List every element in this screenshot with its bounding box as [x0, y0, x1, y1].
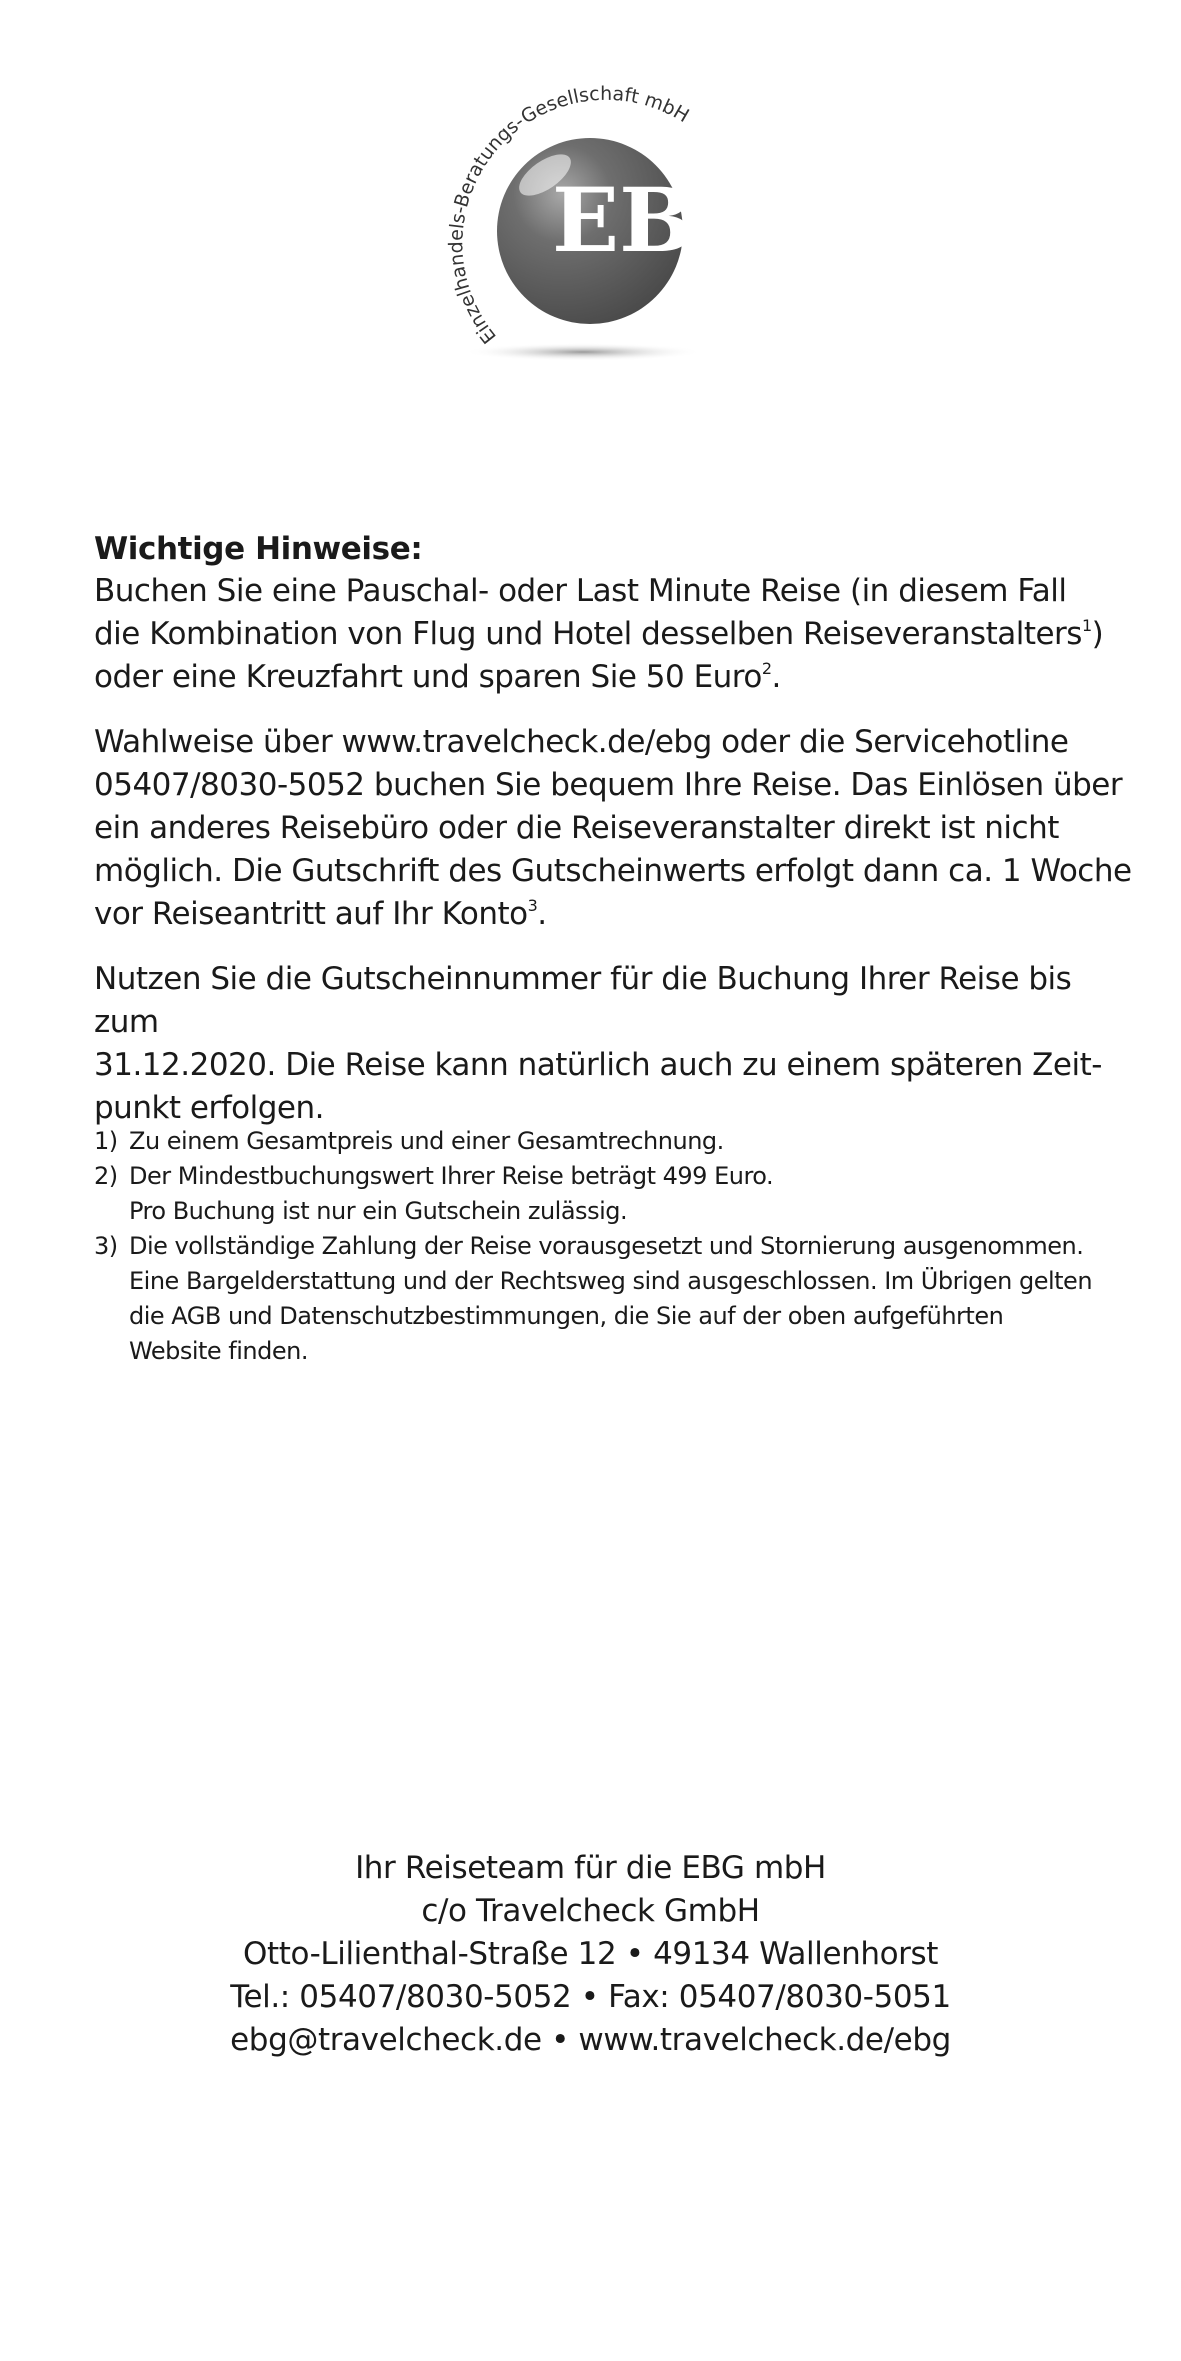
logo-ring-text: Einzelhandels-Beratungs-Gesellschaft mbH [445, 82, 693, 348]
contact-email-web: ebg@travelcheck.de • www.travelcheck.de/ebg [230, 2022, 951, 2058]
ebg-logo [440, 55, 780, 375]
footnote-item: 1) Zu einem Gesamtpreis und einer Gesamtrechnung. [94, 1124, 1134, 1159]
notice-paragraph-3: Nutzen Sie die Gutscheinnummer für die Buchung Ihrer Reise bis zum 31.12.2020. Die Reise kann natürlich auch zu einem späteren Zeit- punkt erfolgen. [94, 961, 1102, 1126]
footnote-ref-1: 1 [1081, 616, 1092, 635]
footnote-number: 3) [94, 1232, 118, 1260]
contact-block [0, 1847, 1181, 2062]
contact-company: c/o Travelcheck GmbH [421, 1893, 760, 1929]
footnote-number: 2) [94, 1162, 118, 1190]
notice-paragraph-2: Wahlweise über www.travelcheck.de/ebg oder die Servicehotline 05407/8030-5052 buchen Sie bequem Ihre Reise. Das Einlösen über ein anderes Reisebüro oder die Reiseveranstalter direkt ist nicht möglich. Die Gutschrift des Gutscheinwerts erfolgt dann ca. 1 Woche vor Reiseantritt auf Ihr Konto$^3$. [94, 724, 1132, 932]
contact-address: Otto-Lilienthal-Straße 12 • 49134 Wallenhorst [242, 1936, 939, 1972]
contact-phone-fax: Tel.: 05407/8030-5052 • Fax: 05407/8030-5051 [230, 1979, 951, 2015]
contact-team: Ihr Reiseteam für die EBG mbH [355, 1850, 826, 1886]
footnote-item: 3) Die vollständige Zahlung der Reise vorausgesetzt und Stornierung ausgenommen. Eine Bargelderstattung und der Rechtsweg sind ausgeschlossen. Im Übrigen gelten die AGB und Datenschutzbestimmungen, die Sie auf der oben aufgeführten Website finden. [94, 1229, 1134, 1369]
notice-paragraph-1: Buchen Sie eine Pauschal- oder Last Minute Reise (in diesem Fall die Kombination von Flug und Hotel desselben Reiseveranstalters$^1$) oder eine Kreuzfahrt und sparen Sie 50 Euro$^2$. [94, 573, 1104, 695]
footnote-number: 1) [94, 1127, 118, 1155]
logo-letters: EBG [552, 168, 771, 272]
footnote-ref-3: 3 [527, 896, 538, 915]
logo-shadow [463, 343, 703, 361]
footnotes [94, 1124, 1134, 1369]
notice-heading: Wichtige Hinweise: [94, 531, 423, 567]
notice-section [94, 528, 1134, 1130]
footnote-item: 2) Der Mindestbuchungswert Ihrer Reise beträgt 499 Euro. Pro Buchung ist nur ein Gutschein zulässig. [94, 1159, 1134, 1229]
footnote-ref-2: 2 [761, 659, 772, 678]
